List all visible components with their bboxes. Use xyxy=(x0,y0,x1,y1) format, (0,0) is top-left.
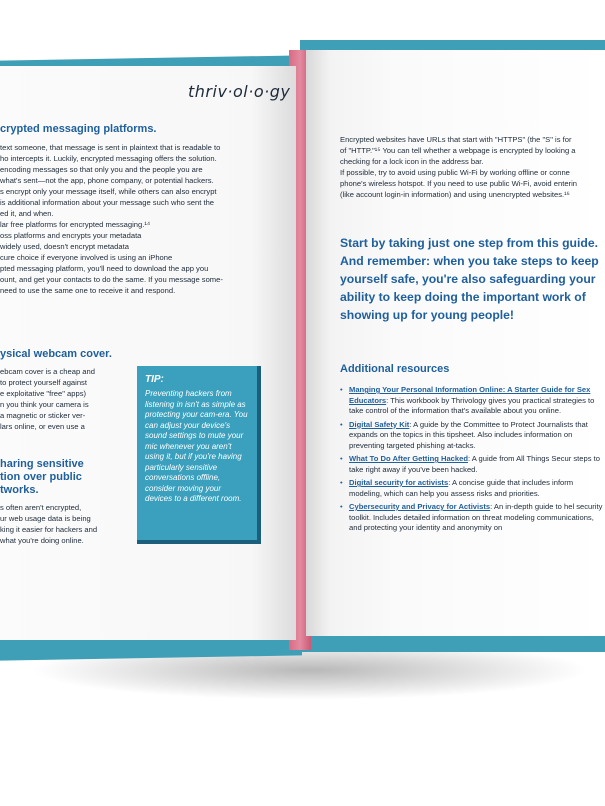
left-page xyxy=(0,66,296,640)
paragraph-encrypted-messaging: text someone, that message is sent in plaintext that is readable to ho intercepts it. Luckily, encrypted messaging offers the solution. encoding messages so that only you and the people you are what's sent—not the app, phone company, or potential hackers. s encrypt only your message itself, while others can also encrypt is additional information about your message such who sent the ed it, and when. lar free platforms for encrypted messaging.¹⁴ oss platforms and encrypts your metadata widely used, doesn't encrypt metadata cure choice if everyone involved is using an iPhone pted messaging platform, you'll need to download the app you ount, and get your contacts to do the same. If you message some- need to use the same one to receive it and respond. xyxy=(0,143,223,295)
heading-public-networks: haring sensitive tion over public tworks. xyxy=(0,458,84,496)
resource-description: : A guide from All Things Secur steps to take right away if you've been hacked. xyxy=(349,454,600,474)
resource-link[interactable]: Digital security for activists xyxy=(349,478,449,487)
resource-description: : A guide by the Committee to Protect Journalists that expands on the topics in this tipsheet. Also includes information on preventing targeted phishing at-tacks. xyxy=(349,419,588,450)
right-page xyxy=(306,50,605,636)
resource-link[interactable]: What To Do After Getting Hacked xyxy=(349,454,468,463)
heading-encrypted-messaging: crypted messaging platforms. xyxy=(0,123,157,135)
resource-description: : An in-depth guide to hel security toolkit. Includes detailed information on threat modeling communications, and protecting your identity and anonymity on xyxy=(349,502,603,532)
resource-link[interactable]: Digital Safety Kit xyxy=(349,419,410,429)
paragraph-public-wifi: If possible, try to avoid using public Wi-Fi by working offline or conne phone's wireless hotspot. If you need to use public Wi-Fi, avoid enterin (like account login-in information) and using unencrypted websites.¹⁶ xyxy=(340,168,577,199)
resource-link[interactable]: Manging Your Personal Information Online: A Starter Guide for Sex Educators xyxy=(349,385,591,405)
thrivology-logo: thriv·ol·o·gy xyxy=(188,82,291,101)
heading-webcam-cover: ysical webcam cover. xyxy=(0,348,112,360)
resource-link[interactable]: Cybersecurity and Privacy for Activists xyxy=(349,502,491,511)
resources-list xyxy=(340,385,605,537)
list-item xyxy=(340,502,605,534)
list-item xyxy=(340,420,605,452)
paragraph-https: Encrypted websites have URLs that start with "HTTPS" (the "S" is for of "HTTP."¹⁵ You can tell whether a webpage is encrypted by looking a checking for a lock icon in the address bar. xyxy=(340,135,576,166)
tip-box xyxy=(137,366,261,544)
paragraph-public-networks: s often aren't encrypted, ur web usage data is being king it easier for hackers and what you're doing online. xyxy=(0,503,98,545)
resources-heading: Additional resources xyxy=(340,363,450,375)
tip-title: TIP: xyxy=(145,374,164,385)
list-item xyxy=(340,454,605,475)
tip-body: Preventing hackers from listening in isn't as simple as protecting your cam-era. You can adjust your device's sound settings to mute your mic whenever you aren't using it, but if you're having particularly sensitive conversations offline, consider moving your devices to a different room. xyxy=(145,389,248,503)
list-item xyxy=(340,478,605,499)
list-item xyxy=(340,385,605,417)
callout-text: Start by taking just one step from this guide. And remember: when you take steps to keep yourself safe, you're also safeguarding your ability to keep doing the important work of showing up for young people! xyxy=(340,236,599,322)
paragraph-webcam-cover: ebcam cover is a cheap and to protect yourself against e exploitative "free" apps) n you think your camera is a magnetic or sticker ver- lars online, or even use a xyxy=(0,367,95,431)
resource-description: : This workbook by Thrivology gives you practical strategies to take control of the information that's available about you online. xyxy=(349,395,595,415)
resource-description: : A concise guide that includes inform modeling, which can help you assess risks and priorities. xyxy=(349,478,574,498)
